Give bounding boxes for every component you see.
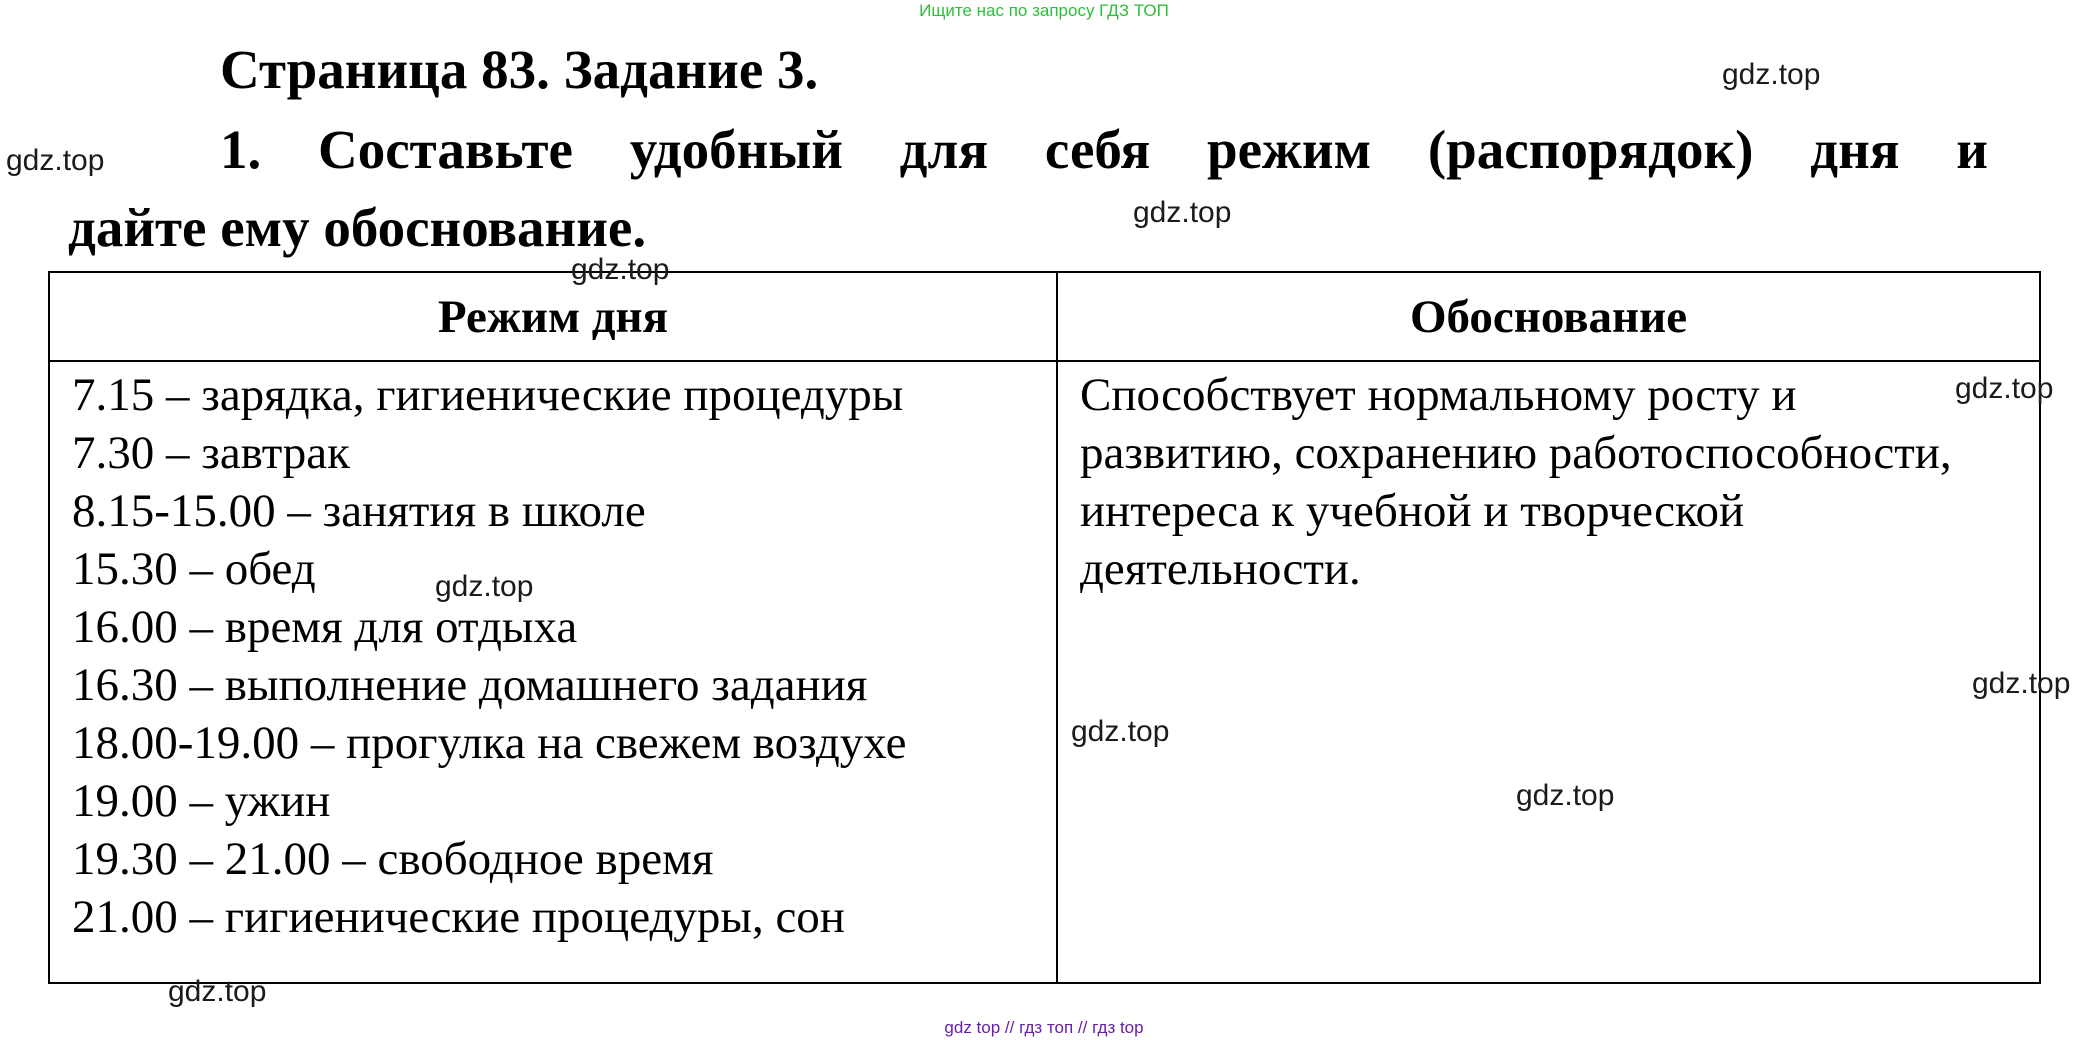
schedule-table	[48, 271, 2041, 984]
schedule-item: 16.00 – время для отдыха	[72, 601, 578, 653]
watermark: gdz.top	[1071, 715, 1170, 748]
header-justification: Обоснование	[1057, 272, 2040, 361]
justification-line: Способствует нормальному росту и	[1080, 369, 1797, 421]
header-schedule: Режим дня	[49, 272, 1057, 361]
watermark: gdz.top	[435, 570, 534, 603]
justification-line: деятельности.	[1080, 543, 1361, 595]
schedule-item: 19.30 – 21.00 – свободное время	[72, 833, 714, 885]
schedule-list	[50, 362, 1056, 946]
page-title: Страница 83. Задание 3.	[220, 39, 819, 100]
schedule-item: 21.00 – гигиенические процедуры, сон	[72, 891, 845, 943]
task-text-line-1: 1. Составьте удобный для себя режим (распорядок) дня и	[220, 119, 1988, 180]
schedule-item: 15.30 – обед	[72, 543, 316, 595]
watermark: gdz.top	[1972, 667, 2071, 700]
top-banner-link[interactable]: Ищите нас по запросу ГДЗ ТОП	[919, 1, 1169, 20]
task-text-line-2: дайте ему обоснование.	[68, 197, 647, 258]
justification-line: развитию, сохранению работоспособности,	[1080, 427, 1952, 479]
watermark: gdz.top	[168, 975, 267, 1008]
table-header-row	[49, 272, 2040, 361]
justification-line: интереса к учебной и творческой	[1080, 485, 1745, 537]
schedule-item: 19.00 – ужин	[72, 775, 331, 827]
schedule-item: 8.15-15.00 – занятия в школе	[72, 485, 646, 537]
table-row	[49, 361, 2040, 983]
watermark: gdz.top	[1722, 58, 1821, 91]
schedule-item: 18.00-19.00 – прогулка на свежем воздухе	[72, 717, 907, 769]
schedule-item: 7.30 – завтрак	[72, 427, 351, 479]
schedule-item: 7.15 – зарядка, гигиенические процедуры	[72, 369, 904, 421]
bottom-banner-links[interactable]: gdz top // гдз топ // гдз top	[944, 1018, 1144, 1037]
schedule-item: 16.30 – выполнение домашнего задания	[72, 659, 868, 711]
watermark: gdz.top	[1133, 196, 1232, 229]
watermark: gdz.top	[571, 253, 670, 286]
watermark: gdz.top	[6, 144, 105, 177]
watermark: gdz.top	[1516, 779, 1615, 812]
justification-cell	[1057, 361, 2040, 983]
schedule-cell	[49, 361, 1057, 983]
watermark: gdz.top	[1955, 372, 2054, 405]
justification-text	[1058, 362, 2039, 598]
